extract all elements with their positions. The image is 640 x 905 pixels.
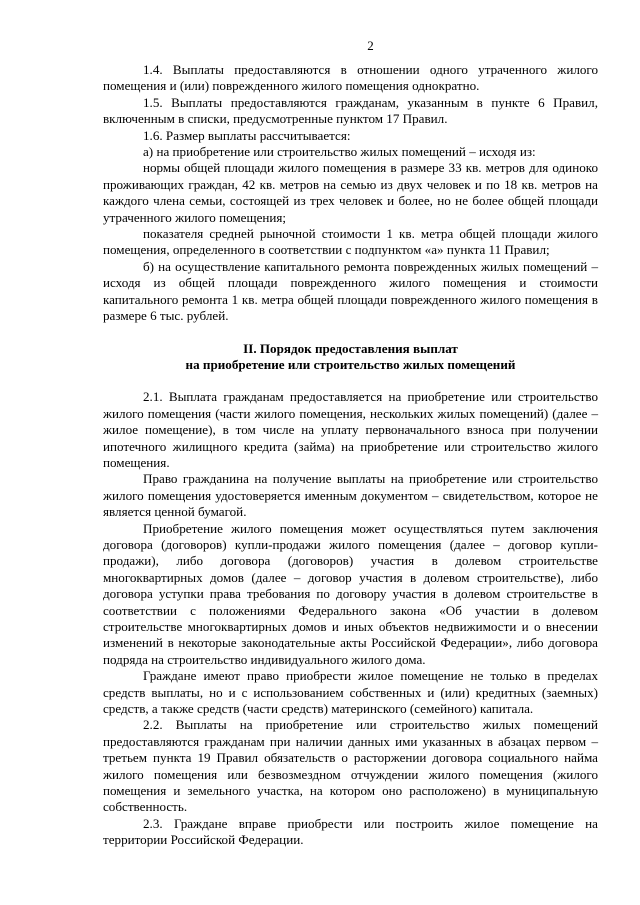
paragraph-1-4: 1.4. Выплаты предоставляются в отношении одного утраченного жилого помещения и (или) поврежденного жилого помещения однократно. xyxy=(103,62,598,94)
section-heading-line-1: II. Порядок предоставления выплат xyxy=(243,340,458,356)
page-number: 2 xyxy=(367,38,374,53)
paragraph-1-6-b: б) на осуществление капитального ремонта поврежденных жилых помещений – исходя из общей площади поврежденного жилого помещения и стоимости капитального ремонта 1 кв. метра общей площади поврежденного жилого помещения в размере 6 тыс. рублей. xyxy=(103,258,598,324)
paragraph-certificate: Право гражданина на получение выплаты на приобретение или строительство жилого помещения удостоверяется именным документом – свидетельством, которое не является ценной бумагой. xyxy=(103,471,598,520)
paragraph-2-2: 2.2. Выплаты на приобретение или строительство жилых помещений предоставляются гражданам при наличии данных ими указанных в абзацах первом – третьем пункта 19 Правил обязательств о расторжении договора социального найма жилого помещения или безвозмездном отчуждении жилого помещения (жилого помещения и земельного участка, на котором оно расположено) в муниципальную собственность. xyxy=(103,717,598,815)
paragraph-market-price: показателя средней рыночной стоимости 1 кв. метра общей площади жилого помещения, определенного в соответствии с подпунктом «а» пункта 11 Правил; xyxy=(103,226,598,258)
paragraph-2-3: 2.3. Граждане вправе приобрести или построить жилое помещение на территории Российской Федерации. xyxy=(103,815,598,848)
paragraph-acquisition-contracts: Приобретение жилого помещения может осуществляться путем заключения договора (договоров) купли-продажи жилого помещения (далее – договор купли-продажи), либо договора (договоров) участия в долевом строительстве многоквартирных домов (далее – договор участия в долевом строительстве), либо договора уступки права требования по договору участия в долевом строительстве в соответствии с положениями Федерального закона «Об участии в долевом строительстве многоквартирных домов и иных объектов недвижимости и о внесении изменений в некоторые законодательные акты Российской Федерации», либо договора подряда на строительство индивидуального жилого дома. xyxy=(103,520,598,667)
paragraph-1-6-a: а) на приобретение или строительство жилых помещений – исходя из: xyxy=(143,144,536,160)
paragraph-area-norm: нормы общей площади жилого помещения в размере 33 кв. метров для одиноко проживающих граждан, 42 кв. метров на семью из двух человек и по 18 кв. метров на каждого члена семьи, состоящей из трех человек и более, но не более общей площади утраченного жилого помещения; xyxy=(103,160,598,225)
paragraph-2-1: 2.1. Выплата гражданам предоставляется на приобретение или строительство жилого помещения (части жилого помещения, нескольких жилых помещений) (далее – жилое помещение), в том числе на уплату первоначального взноса при получении ипотечного жилищного кредита (займа) на приобретение или строительство жилого помещения. xyxy=(103,389,598,470)
section-heading-line-2: на приобретение или строительство жилых помещений xyxy=(185,356,516,372)
section-heading xyxy=(103,341,598,374)
paragraph-1-6: 1.6. Размер выплаты рассчитывается: xyxy=(143,127,351,143)
paragraph-1-5: 1.5. Выплаты предоставляются гражданам, указанным в пункте 6 Правил, включенным в списки, предусмотренные пунктом 17 Правил. xyxy=(103,94,598,127)
paragraph-own-funds: Граждане имеют право приобрести жилое помещение не только в пределах средств выплаты, но и с использованием собственных и (или) кредитных (заемных) средств, а также средств (части средств) материнского (семейного) капитала. xyxy=(103,668,598,717)
